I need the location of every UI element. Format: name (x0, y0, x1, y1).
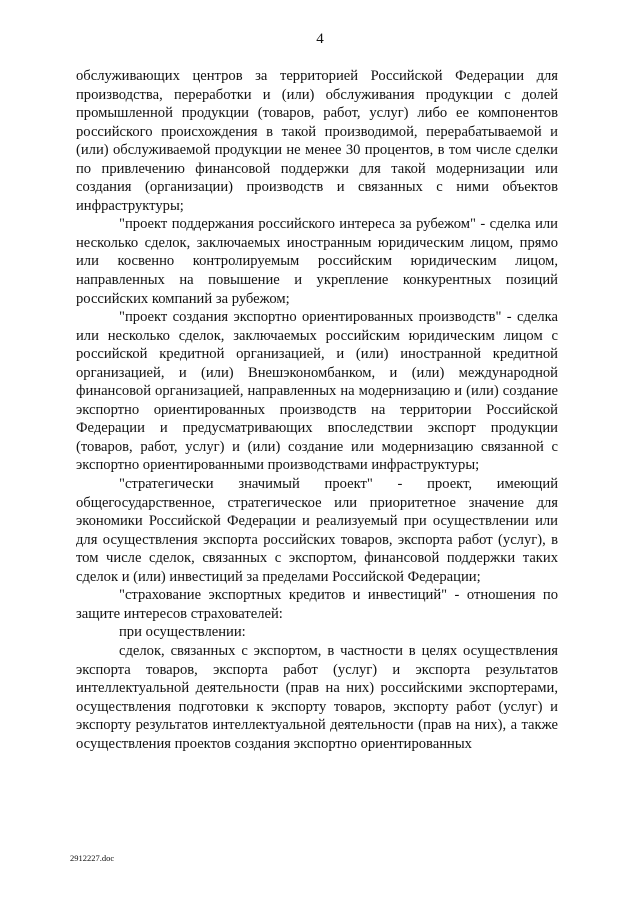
paragraph-definition-export-production-project: "проект создания экспортно ориентированных производств" - сделка или несколько сделок, заключаемых российским юридическим лицом с российской кредитной организацией, и (или) иностранной кредитной организацией, и (или) Внешэкономбанком, и (или) международной финансовой организацией, направленных на модернизацию и (или) создание экспортно ориентированных производств на территории Российской Федерации и предусматривающих впоследствии экспорт продукции (товаров, работ, услуг) и (или) создание или модернизацию связанной с экспортно ориентированными производствами инфраструктуры; (76, 309, 558, 474)
paragraph-continuation: обслуживающих центров за территорией Российской Федерации для производства, переработки и (или) обслуживания продукции с долей промышленной продукции (товаров, работ, услуг) либо ее компонентов российского происхождения в такой производимой, перерабатываемой и (или) обслуживаемой продукции не менее 30 процентов, в том числе сделки по привлечению финансовой поддержки для такой модернизации или создания (организации) производств и связанных с ними объектов инфраструктуры; (76, 68, 558, 214)
document-body (76, 67, 558, 753)
paragraph-definition-strategic-project: "стратегически значимый проект" - проект, имеющий общегосударственное, стратегическое или приоритетное значение для экономики Российской Федерации и реализуемый при осуществлении или для осуществления экспорта российских товаров, экспорта работ (услуг), в том числе сделок, связанных с экспортом, финансовой поддержки таких сделок и (или) инвестиций за пределами Российской Федерации; (76, 476, 558, 585)
paragraph-definition-foreign-interest-project: "проект поддержания российского интереса за рубежом" - сделка или несколько сделок, заключаемых иностранным юридическим лицом, прямо или косвенно контролируемым российским юридическим лицом, направленных на повышение и укрепление конкурентных позиций российских компаний за рубежом; (76, 216, 558, 307)
paragraph-when-carrying-out: при осуществлении: (119, 624, 246, 641)
paragraph-export-deals: сделок, связанных с экспортом, в частности в целях осуществления экспорта товаров, экспорта работ (услуг) и экспорта результатов интеллектуальной деятельности (прав на них) российскими экспортерами, осуществления подготовки к экспорту товаров, экспорту работ (услуг) и экспорту результатов интеллектуальной деятельности (прав на них), а также осуществления проектов создания экспортно ориентированных (76, 642, 558, 752)
document-code: 2912227.doc (70, 853, 115, 863)
paragraph-definition-export-credit-insurance: "страхование экспортных кредитов и инвестиций" - отношения по защите интересов страхователей: (76, 587, 558, 622)
page-number: 4 (316, 31, 324, 47)
